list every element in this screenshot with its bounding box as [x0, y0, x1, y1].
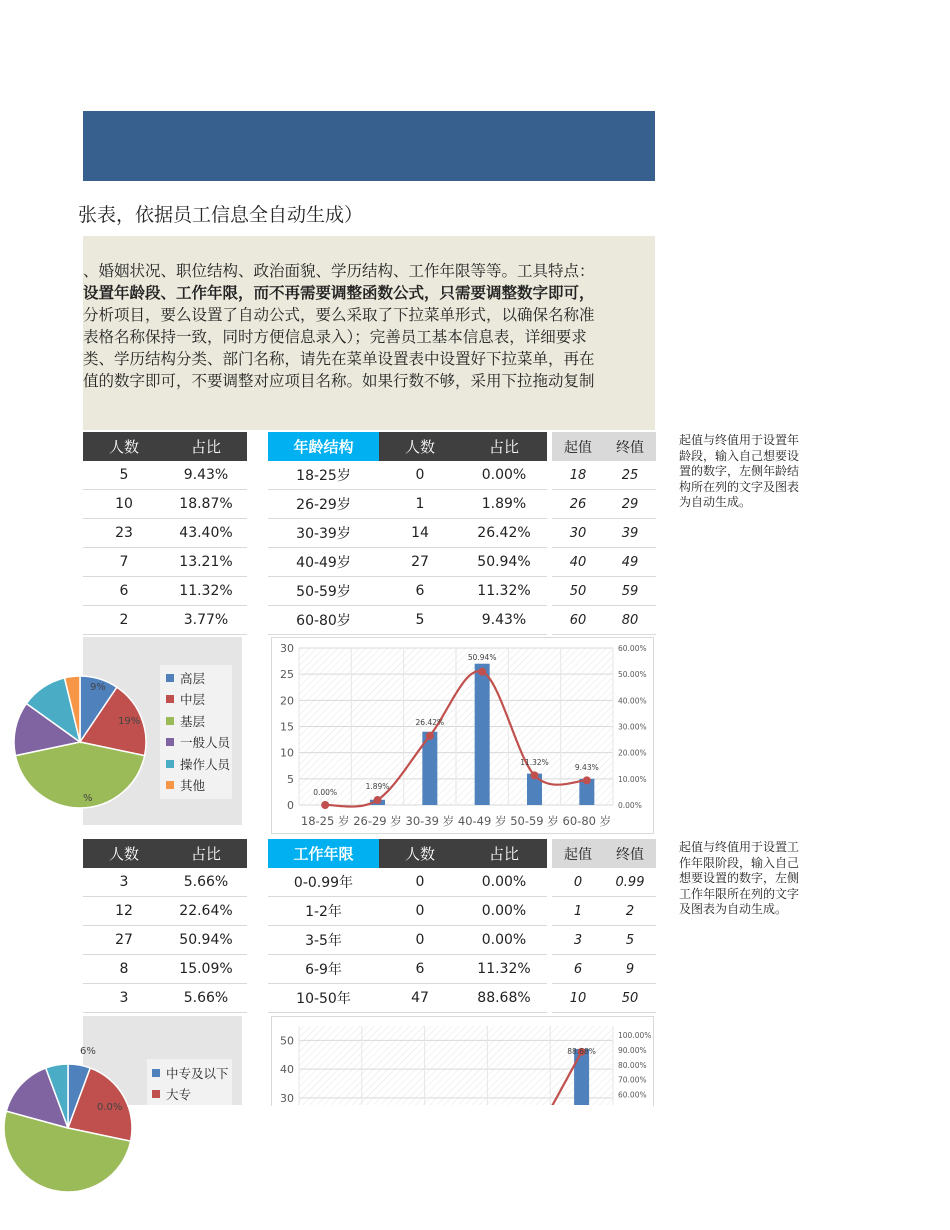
col-header: 起值: [552, 839, 604, 868]
end-input[interactable]: 9: [604, 955, 656, 984]
pie-label: 0.0%: [97, 1102, 123, 1113]
cell-count[interactable]: 12: [83, 897, 165, 926]
pie-label: %: [83, 793, 93, 804]
table-row[interactable]: [552, 606, 656, 635]
table-row[interactable]: [83, 490, 247, 519]
table-row[interactable]: [83, 548, 247, 577]
legend-label: 操作人员: [180, 756, 231, 772]
cell-count[interactable]: 6: [379, 955, 461, 984]
cell-pct[interactable]: 9.43%: [165, 461, 247, 490]
education-legend: [147, 1059, 232, 1105]
table-row[interactable]: [83, 519, 247, 548]
cell-count[interactable]: 10: [83, 490, 165, 519]
legend-label: 中专及以下: [166, 1065, 229, 1081]
y2-tick-label: 10.00%: [618, 774, 647, 784]
col-header: 起值: [552, 432, 604, 461]
intro-line: 设置年龄段、工作年限，而不再需要调整函数公式，只需要调整数字即可，: [83, 284, 595, 302]
cell-count[interactable]: 5: [83, 461, 165, 490]
table-row[interactable]: [552, 490, 656, 519]
cell-count[interactable]: 0: [379, 897, 461, 926]
y-tick-label: 30: [280, 642, 294, 655]
table-row[interactable]: [83, 577, 247, 606]
cell-pct[interactable]: 3.77%: [165, 606, 247, 635]
legend-swatch: [166, 738, 174, 746]
cell-count[interactable]: 3: [83, 984, 165, 1013]
data-label: 1.89%: [365, 782, 390, 791]
tenure-table: [268, 839, 547, 1013]
legend-label: 大专: [166, 1087, 192, 1103]
start-input[interactable]: 30: [552, 519, 604, 548]
cell-label[interactable]: 10-50年: [268, 984, 379, 1013]
start-input[interactable]: 0: [552, 868, 604, 897]
cell-pct[interactable]: 11.32%: [165, 577, 247, 606]
line-point: [321, 801, 329, 809]
cell-count[interactable]: 5: [379, 606, 461, 635]
y-tick-label: 30: [280, 1091, 294, 1105]
legend-item: [166, 689, 232, 711]
col-header: 年龄结构: [268, 432, 379, 461]
page-subtitle: 张表，依据员工信息全自动生成）: [78, 204, 364, 226]
line-point: [426, 732, 434, 740]
y2-tick-label: 100.00%: [618, 1030, 652, 1040]
x-tick-label: 50-59 岁: [510, 814, 559, 828]
age-chart: [271, 637, 652, 832]
line-point: [531, 771, 539, 779]
cell-pct[interactable]: 5.66%: [165, 984, 247, 1013]
intro-line: 、婚姻状况、职位结构、政治面貌、学历结构、工作年限等等。工具特点：: [83, 262, 595, 280]
cell-count[interactable]: 0: [379, 461, 461, 490]
end-input[interactable]: 49: [604, 548, 656, 577]
table-row[interactable]: [552, 897, 656, 926]
cell-count[interactable]: 47: [379, 984, 461, 1013]
start-input[interactable]: 10: [552, 984, 604, 1013]
position-table: [83, 432, 247, 635]
cell-count[interactable]: 8: [83, 955, 165, 984]
data-label: 88.68%: [567, 1047, 596, 1056]
legend-label: 基层: [180, 713, 206, 729]
y2-tick-label: 80.00%: [618, 1060, 647, 1070]
education-pie: [0, 1060, 140, 1200]
col-header: 终值: [604, 839, 656, 868]
table-row[interactable]: [268, 926, 547, 955]
pie-label: 6%: [80, 1046, 96, 1057]
table-row[interactable]: [552, 461, 656, 490]
cell-count[interactable]: 27: [379, 548, 461, 577]
cell-pct[interactable]: 43.40%: [165, 519, 247, 548]
col-header: 人数: [379, 432, 461, 461]
cell-label[interactable]: 18-25岁: [268, 461, 379, 490]
start-input[interactable]: 3: [552, 926, 604, 955]
intro-panel: [83, 236, 655, 430]
table-row[interactable]: [83, 606, 247, 635]
col-header: 终值: [604, 432, 656, 461]
x-tick-label: 30-39 岁: [405, 814, 455, 828]
table-row[interactable]: [268, 490, 547, 519]
cell-label[interactable]: 40-49岁: [268, 548, 379, 577]
legend-item: [166, 753, 232, 775]
intro-line: 分析项目，要么设置了自动公式，要么采取了下拉菜单形式，以确保名称准: [83, 306, 595, 324]
legend-swatch: [166, 717, 174, 725]
end-input[interactable]: 80: [604, 606, 656, 635]
end-input[interactable]: 29: [604, 490, 656, 519]
cell-pct[interactable]: 22.64%: [165, 897, 247, 926]
table-row[interactable]: [268, 868, 547, 897]
cell-count[interactable]: 0: [379, 926, 461, 955]
y-tick-label: 25: [280, 668, 294, 682]
cell-label[interactable]: 0-0.99年: [268, 868, 379, 897]
cell-label[interactable]: 26-29岁: [268, 490, 379, 519]
cell-pct[interactable]: 13.21%: [165, 548, 247, 577]
legend-label: 中层: [180, 692, 206, 708]
end-input[interactable]: 0.99: [604, 868, 656, 897]
position-legend: [160, 665, 232, 799]
data-label: 11.32%: [520, 758, 549, 767]
y2-tick-label: 30.00%: [618, 722, 647, 732]
cell-pct[interactable]: 0.00%: [461, 926, 547, 955]
cell-pct[interactable]: 15.09%: [165, 955, 247, 984]
col-header: 人数: [379, 839, 461, 868]
x-tick-label: 40-49 岁: [457, 814, 507, 828]
legend-item: [152, 1062, 232, 1084]
legend-swatch: [166, 760, 174, 768]
cell-pct[interactable]: 0.00%: [461, 897, 547, 926]
table-row[interactable]: [268, 461, 547, 490]
y2-tick-label: 50.00%: [618, 670, 647, 680]
table-row[interactable]: [268, 897, 547, 926]
cell-pct[interactable]: 0.00%: [461, 461, 547, 490]
legend-swatch: [166, 695, 174, 703]
cell-pct[interactable]: 26.42%: [461, 519, 547, 548]
tenure-chart: [271, 1016, 652, 1105]
x-tick-label: 18-25 岁: [300, 814, 350, 828]
start-input[interactable]: 40: [552, 548, 604, 577]
col-header: 人数: [83, 432, 165, 461]
table-row[interactable]: [268, 519, 547, 548]
plot-area: [299, 1026, 613, 1105]
legend-swatch: [166, 781, 174, 789]
end-input[interactable]: 50: [604, 984, 656, 1013]
y2-tick-label: 90.00%: [618, 1045, 647, 1055]
cell-count[interactable]: 14: [379, 519, 461, 548]
table-row[interactable]: [552, 519, 656, 548]
cell-count[interactable]: 6: [379, 577, 461, 606]
cell-label[interactable]: 1-2年: [268, 897, 379, 926]
table-row[interactable]: [83, 955, 247, 984]
end-input[interactable]: 25: [604, 461, 656, 490]
y2-tick-label: 20.00%: [618, 748, 647, 758]
cell-pct[interactable]: 18.87%: [165, 490, 247, 519]
header-banner: [83, 111, 655, 181]
intro-line: 表格名称保持一致，同时方便信息录入）；完善员工基本信息表，详细要求: [83, 328, 587, 346]
y-tick-label: 10: [280, 746, 294, 760]
y-tick-label: 5: [287, 772, 294, 786]
legend-label: 高层: [180, 670, 206, 686]
table-row[interactable]: [83, 868, 247, 897]
y2-tick-label: 60.00%: [618, 1090, 647, 1100]
table-row[interactable]: [552, 548, 656, 577]
end-input[interactable]: 59: [604, 577, 656, 606]
y-tick-label: 0: [287, 799, 294, 812]
cell-count[interactable]: 1: [379, 490, 461, 519]
line-point: [583, 776, 591, 784]
y2-tick-label: 0.00%: [618, 801, 642, 810]
start-input[interactable]: 1: [552, 897, 604, 926]
end-input[interactable]: 2: [604, 897, 656, 926]
start-input[interactable]: 18: [552, 461, 604, 490]
y-tick-label: 40: [280, 1063, 294, 1077]
cell-count[interactable]: 6: [83, 577, 165, 606]
table-row[interactable]: [552, 868, 656, 897]
col-header: 人数: [83, 839, 165, 868]
legend-swatch: [152, 1090, 160, 1098]
line-point: [478, 668, 486, 676]
table-row[interactable]: [83, 461, 247, 490]
cell-count[interactable]: 7: [83, 548, 165, 577]
legend-item: [152, 1084, 232, 1106]
y2-tick-label: 40.00%: [618, 696, 647, 706]
y-tick-label: 50: [280, 1034, 294, 1048]
table-row[interactable]: [83, 926, 247, 955]
data-label: 50.94%: [467, 653, 497, 662]
table-row[interactable]: [552, 955, 656, 984]
tenure-range-table: [552, 839, 656, 1013]
legend-label: 一般人员: [180, 735, 231, 751]
pie-label: 19%: [118, 716, 141, 727]
bar: [475, 664, 490, 805]
intro-line: 类、学历结构分类、部门名称，请先在菜单设置表中设置好下拉菜单，再在: [83, 350, 595, 368]
legend-swatch: [166, 674, 174, 682]
cell-count[interactable]: 3: [83, 868, 165, 897]
table-row[interactable]: [552, 926, 656, 955]
x-tick-label: 26-29 岁: [353, 814, 402, 828]
bar: [574, 1049, 589, 1105]
cell-pct[interactable]: 11.32%: [461, 577, 547, 606]
y-tick-label: 20: [280, 694, 294, 708]
cell-count[interactable]: 27: [83, 926, 165, 955]
cell-count[interactable]: 2: [83, 606, 165, 635]
tenure-note: 起值与终值用于设置工作年限阶段，输入自己想要设置的数字，左侧工作年限所在列的文字及图表为自动生成。: [679, 840, 800, 916]
table-row[interactable]: [268, 955, 547, 984]
legend-label: 其他: [180, 778, 206, 794]
cell-label[interactable]: 3-5年: [268, 926, 379, 955]
age-note: 起值与终值用于设置年龄段，输入自己想要设置的数字，左侧年龄结构所在列的文字及图表为自动生成。: [679, 433, 800, 509]
col-header: 占比: [461, 839, 547, 868]
table-row[interactable]: [552, 984, 656, 1013]
cell-label[interactable]: 60-80岁: [268, 606, 379, 635]
cell-pct[interactable]: 9.43%: [461, 606, 547, 635]
col-header: 占比: [165, 839, 247, 868]
cell-pct[interactable]: 5.66%: [165, 868, 247, 897]
table-row[interactable]: [268, 548, 547, 577]
start-input[interactable]: 50: [552, 577, 604, 606]
table-row[interactable]: [83, 984, 247, 1013]
table-row[interactable]: [268, 577, 547, 606]
pie-label: [80, 1060, 96, 1061]
cell-label[interactable]: 6-9年: [268, 955, 379, 984]
line-point: [374, 796, 382, 804]
start-input[interactable]: 60: [552, 606, 604, 635]
x-tick-label: 60-80 岁: [562, 814, 612, 828]
col-header: 工作年限: [268, 839, 379, 868]
cell-label[interactable]: 50-59岁: [268, 577, 379, 606]
data-label: 0.00%: [313, 788, 338, 797]
age-range-table: [552, 432, 656, 635]
legend-item: [166, 667, 232, 689]
cell-pct[interactable]: 11.32%: [461, 955, 547, 984]
table-row[interactable]: [552, 577, 656, 606]
cell-count[interactable]: 23: [83, 519, 165, 548]
col-header: 占比: [461, 432, 547, 461]
education-table: [83, 839, 247, 1013]
cell-pct[interactable]: 88.68%: [461, 984, 547, 1013]
end-input[interactable]: 39: [604, 519, 656, 548]
legend-item: [166, 710, 232, 732]
y2-tick-label: 60.00%: [618, 644, 647, 653]
data-label: 9.43%: [574, 763, 599, 772]
cell-label[interactable]: 30-39岁: [268, 519, 379, 548]
start-input[interactable]: 6: [552, 955, 604, 984]
y2-tick-label: 70.00%: [618, 1075, 647, 1085]
cell-pct[interactable]: 0.00%: [461, 868, 547, 897]
table-row[interactable]: [268, 984, 547, 1013]
cell-count[interactable]: 0: [379, 868, 461, 897]
table-row[interactable]: [83, 897, 247, 926]
intro-line: 值的数字即可，不要调整对应项目名称。如果行数不够，采用下拉拖动复制: [83, 372, 595, 390]
col-header: 占比: [165, 432, 247, 461]
position-pie: [0, 660, 160, 820]
cell-pct[interactable]: 1.89%: [461, 490, 547, 519]
table-row[interactable]: [268, 606, 547, 635]
y-tick-label: 15: [280, 720, 294, 734]
data-label: 26.42%: [415, 718, 445, 727]
legend-item: [166, 732, 232, 754]
end-input[interactable]: 5: [604, 926, 656, 955]
legend-swatch: [152, 1069, 160, 1077]
legend-item: [166, 775, 232, 797]
age-table: [268, 432, 547, 635]
pie-label: 9%: [90, 682, 106, 693]
cell-pct[interactable]: 50.94%: [461, 548, 547, 577]
cell-pct[interactable]: 50.94%: [165, 926, 247, 955]
start-input[interactable]: 26: [552, 490, 604, 519]
